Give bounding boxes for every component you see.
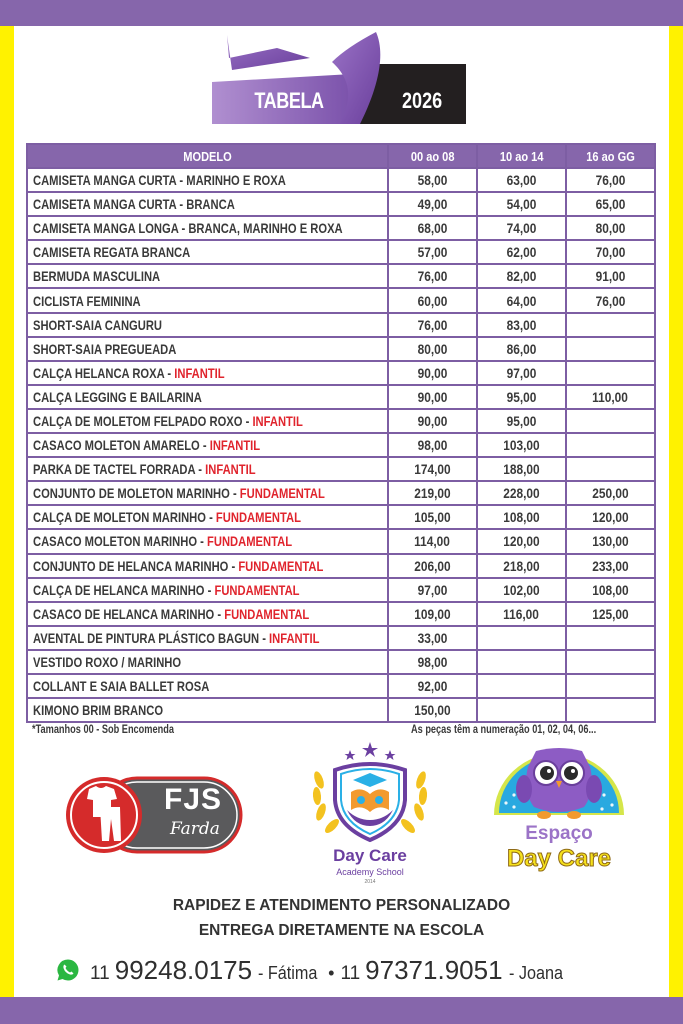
model-cell xyxy=(27,457,388,481)
price-00-08: 97,00 xyxy=(388,578,477,602)
price-10-14: 108,00 xyxy=(477,505,566,529)
table-row xyxy=(27,505,655,529)
model-cell xyxy=(27,361,388,385)
model-name: CAMISETA REGATA BRANCA xyxy=(33,244,191,261)
price-16-gg xyxy=(566,433,655,457)
price-00-08: 49,00 xyxy=(388,192,477,216)
table-row xyxy=(27,554,655,578)
model-name: AVENTAL DE PINTURA PLÁSTICO BAGUN - xyxy=(33,629,270,646)
fjs-farda-logo xyxy=(64,775,244,855)
model-cell xyxy=(27,578,388,602)
contact-2-name: - Joana xyxy=(508,963,563,983)
price-00-08: 90,00 xyxy=(388,385,477,409)
model-name: VESTIDO ROXO / MARINHO xyxy=(33,653,182,670)
model-cell xyxy=(27,505,388,529)
price-16-gg xyxy=(566,698,655,722)
table-row xyxy=(27,578,655,602)
top-bar xyxy=(0,0,683,26)
model-cell xyxy=(27,626,388,650)
model-name: CALÇA DE MOLETON MARINHO - xyxy=(33,509,216,526)
table-row xyxy=(27,626,655,650)
price-00-08: 90,00 xyxy=(388,361,477,385)
model-cell xyxy=(27,409,388,433)
price-10-14: 64,00 xyxy=(477,288,566,312)
price-16-gg: 76,00 xyxy=(566,168,655,192)
model-name: CAMISETA MANGA CURTA - BRANCA xyxy=(33,196,235,213)
table-row xyxy=(27,288,655,312)
category-tag: FUNDAMENTAL xyxy=(238,557,324,574)
model-name: SHORT-SAIA PREGUEADA xyxy=(33,340,177,357)
stars-icon xyxy=(345,742,396,760)
category-tag: INFANTIL xyxy=(174,364,225,381)
model-cell xyxy=(27,288,388,312)
owl-graphic xyxy=(484,745,634,825)
price-10-14: 54,00 xyxy=(477,192,566,216)
header-size-00-08: 00 ao 08 xyxy=(388,144,477,168)
price-10-14: 95,00 xyxy=(477,385,566,409)
header-size-10-14: 10 ao 14 xyxy=(477,144,566,168)
numbering-note: As peças têm a numeração 01, 02, 04, 06... xyxy=(411,724,597,736)
model-cell xyxy=(27,650,388,674)
bottom-bar xyxy=(0,997,683,1024)
price-16-gg: 110,00 xyxy=(566,385,655,409)
price-10-14 xyxy=(477,650,566,674)
price-00-08: 76,00 xyxy=(388,313,477,337)
model-name: CALÇA LEGGING E BAILARINA xyxy=(33,388,202,405)
price-10-14: 95,00 xyxy=(477,409,566,433)
price-10-14: 120,00 xyxy=(477,529,566,553)
model-name: SHORT-SAIA CANGURU xyxy=(33,316,163,333)
price-00-08: 206,00 xyxy=(388,554,477,578)
banner-title: TABELA xyxy=(254,88,324,113)
header-size-16-gg: 16 ao GG xyxy=(566,144,655,168)
fjs-logo-name: FJS xyxy=(164,783,223,816)
model-cell xyxy=(27,168,388,192)
table-row xyxy=(27,385,655,409)
table-row xyxy=(27,409,655,433)
model-name: CAMISETA MANGA LONGA - BRANCA, MARINHO E ROXA xyxy=(33,220,343,237)
price-10-14: 83,00 xyxy=(477,313,566,337)
model-name: CASACO MOLETON AMARELO - xyxy=(33,437,210,454)
price-16-gg xyxy=(566,626,655,650)
category-tag: FUNDAMENTAL xyxy=(224,605,310,622)
table-row xyxy=(27,674,655,698)
price-00-08: 60,00 xyxy=(388,288,477,312)
price-16-gg: 125,00 xyxy=(566,602,655,626)
price-16-gg: 250,00 xyxy=(566,481,655,505)
model-cell xyxy=(27,216,388,240)
price-10-14: 97,00 xyxy=(477,361,566,385)
table-row xyxy=(27,698,655,722)
model-name: CASACO DE HELANCA MARINHO - xyxy=(33,605,225,622)
model-name: BERMUDA MASCULINA xyxy=(33,268,161,285)
price-10-14: 74,00 xyxy=(477,216,566,240)
price-16-gg: 108,00 xyxy=(566,578,655,602)
daycare-academy-logo xyxy=(305,740,435,890)
category-tag: INFANTIL xyxy=(209,437,261,454)
price-00-08: 105,00 xyxy=(388,505,477,529)
category-tag: INFANTIL xyxy=(252,412,303,429)
price-16-gg xyxy=(566,457,655,481)
price-10-14: 62,00 xyxy=(477,240,566,264)
espaco-daycare-logo xyxy=(484,745,634,885)
model-cell xyxy=(27,337,388,361)
price-10-14: 188,00 xyxy=(477,457,566,481)
banner-year: 2026 xyxy=(402,88,443,113)
table-row xyxy=(27,529,655,553)
price-00-08: 98,00 xyxy=(388,650,477,674)
model-name: CALÇA DE MOLETOM FELPADO ROXO - xyxy=(33,412,253,429)
model-name: CICLISTA FEMININA xyxy=(33,292,141,309)
model-cell xyxy=(27,674,388,698)
model-name: CAMISETA MANGA CURTA - MARINHO E ROXA xyxy=(33,172,286,189)
price-00-08: 76,00 xyxy=(388,264,477,288)
model-name: CALÇA HELANCA ROXA - xyxy=(33,364,175,381)
model-cell xyxy=(27,481,388,505)
model-cell xyxy=(27,313,388,337)
category-tag: FUNDAMENTAL xyxy=(207,533,293,550)
price-00-08: 114,00 xyxy=(388,529,477,553)
table-row xyxy=(27,433,655,457)
price-00-08: 57,00 xyxy=(388,240,477,264)
price-00-08: 68,00 xyxy=(388,216,477,240)
model-cell xyxy=(27,264,388,288)
price-16-gg xyxy=(566,674,655,698)
price-16-gg xyxy=(566,313,655,337)
table-row xyxy=(27,457,655,481)
table-row xyxy=(27,192,655,216)
price-16-gg: 233,00 xyxy=(566,554,655,578)
price-10-14: 63,00 xyxy=(477,168,566,192)
category-tag: INFANTIL xyxy=(205,461,256,478)
table-row xyxy=(27,240,655,264)
price-16-gg: 76,00 xyxy=(566,288,655,312)
model-name: CASACO MOLETON MARINHO - xyxy=(33,533,208,550)
model-cell xyxy=(27,192,388,216)
price-10-14 xyxy=(477,674,566,698)
daycare-logo-sub: Academy School xyxy=(336,867,404,877)
contact-2-area-code: 11 xyxy=(340,963,361,984)
price-00-08: 219,00 xyxy=(388,481,477,505)
model-name: CALÇA DE HELANCA MARINHO - xyxy=(33,581,215,598)
price-00-08: 58,00 xyxy=(388,168,477,192)
price-16-gg: 130,00 xyxy=(566,529,655,553)
price-00-08: 109,00 xyxy=(388,602,477,626)
price-00-08: 150,00 xyxy=(388,698,477,722)
category-tag: INFANTIL xyxy=(269,629,320,646)
price-10-14: 228,00 xyxy=(477,481,566,505)
price-16-gg xyxy=(566,337,655,361)
price-10-14 xyxy=(477,698,566,722)
table-row xyxy=(27,481,655,505)
table-header-row xyxy=(27,144,655,168)
model-name: PARKA DE TACTEL FORRADA - xyxy=(33,461,206,478)
contact-separator: • xyxy=(328,963,335,983)
price-16-gg xyxy=(566,361,655,385)
price-10-14: 82,00 xyxy=(477,264,566,288)
price-10-14: 116,00 xyxy=(477,602,566,626)
category-tag: FUNDAMENTAL xyxy=(239,485,325,502)
price-00-08: 80,00 xyxy=(388,337,477,361)
table-row xyxy=(27,264,655,288)
category-tag: FUNDAMENTAL xyxy=(215,509,301,526)
daycare-logo-name: Day Care xyxy=(333,846,407,865)
price-00-08: 90,00 xyxy=(388,409,477,433)
left-border xyxy=(0,26,14,997)
price-16-gg xyxy=(566,409,655,433)
price-10-14: 218,00 xyxy=(477,554,566,578)
daycare-logo-year: 2014 xyxy=(364,879,376,885)
price-10-14: 103,00 xyxy=(477,433,566,457)
table-row xyxy=(27,650,655,674)
slogan-line-1: RAPIDEZ E ATENDIMENTO PERSONALIZADO xyxy=(172,897,511,914)
price-16-gg xyxy=(566,650,655,674)
espaco-logo-line2: Day Care xyxy=(506,845,612,872)
model-name: COLLANT E SAIA BALLET ROSA xyxy=(33,678,210,695)
model-cell xyxy=(27,554,388,578)
price-16-gg: 70,00 xyxy=(566,240,655,264)
daycare-crest-graphic xyxy=(305,740,435,846)
price-00-08: 33,00 xyxy=(388,626,477,650)
right-border xyxy=(669,26,683,997)
price-10-14: 102,00 xyxy=(477,578,566,602)
price-00-08: 98,00 xyxy=(388,433,477,457)
table-row xyxy=(27,313,655,337)
model-cell xyxy=(27,240,388,264)
contact-1-phone[interactable]: 99248.0175 xyxy=(114,955,253,985)
slogan-line-2: ENTREGA DIRETAMENTE NA ESCOLA xyxy=(198,922,485,939)
model-name: CONJUNTO DE HELANCA MARINHO - xyxy=(33,557,239,574)
model-name: CONJUNTO DE MOLETON MARINHO - xyxy=(33,485,240,502)
price-10-14: 86,00 xyxy=(477,337,566,361)
price-16-gg: 80,00 xyxy=(566,216,655,240)
model-cell xyxy=(27,698,388,722)
price-16-gg: 120,00 xyxy=(566,505,655,529)
category-tag: FUNDAMENTAL xyxy=(214,581,300,598)
model-cell xyxy=(27,433,388,457)
price-16-gg: 65,00 xyxy=(566,192,655,216)
contact-2-phone[interactable]: 97371.9051 xyxy=(365,955,503,985)
contact-1-name: - Fátima xyxy=(258,963,318,983)
table-row xyxy=(27,602,655,626)
price-table xyxy=(26,143,656,723)
model-cell xyxy=(27,602,388,626)
price-00-08: 174,00 xyxy=(388,457,477,481)
table-row xyxy=(27,361,655,385)
size-note: *Tamanhos 00 - Sob Encomenda xyxy=(32,724,174,736)
model-cell xyxy=(27,385,388,409)
fjs-logo-sub: Farda xyxy=(170,819,220,839)
title-banner xyxy=(212,30,468,126)
header-modelo: MODELO xyxy=(27,144,388,168)
model-name: KIMONO BRIM BRANCO xyxy=(33,702,164,719)
price-00-08: 92,00 xyxy=(388,674,477,698)
whatsapp-icon xyxy=(56,958,80,982)
price-16-gg: 91,00 xyxy=(566,264,655,288)
table-row xyxy=(27,337,655,361)
contact-1-area-code: 11 xyxy=(90,963,110,984)
espaco-logo-line1: Espaço xyxy=(525,823,593,844)
price-10-14 xyxy=(477,626,566,650)
table-row xyxy=(27,216,655,240)
table-row xyxy=(27,168,655,192)
contact-line xyxy=(56,955,569,985)
model-cell xyxy=(27,529,388,553)
